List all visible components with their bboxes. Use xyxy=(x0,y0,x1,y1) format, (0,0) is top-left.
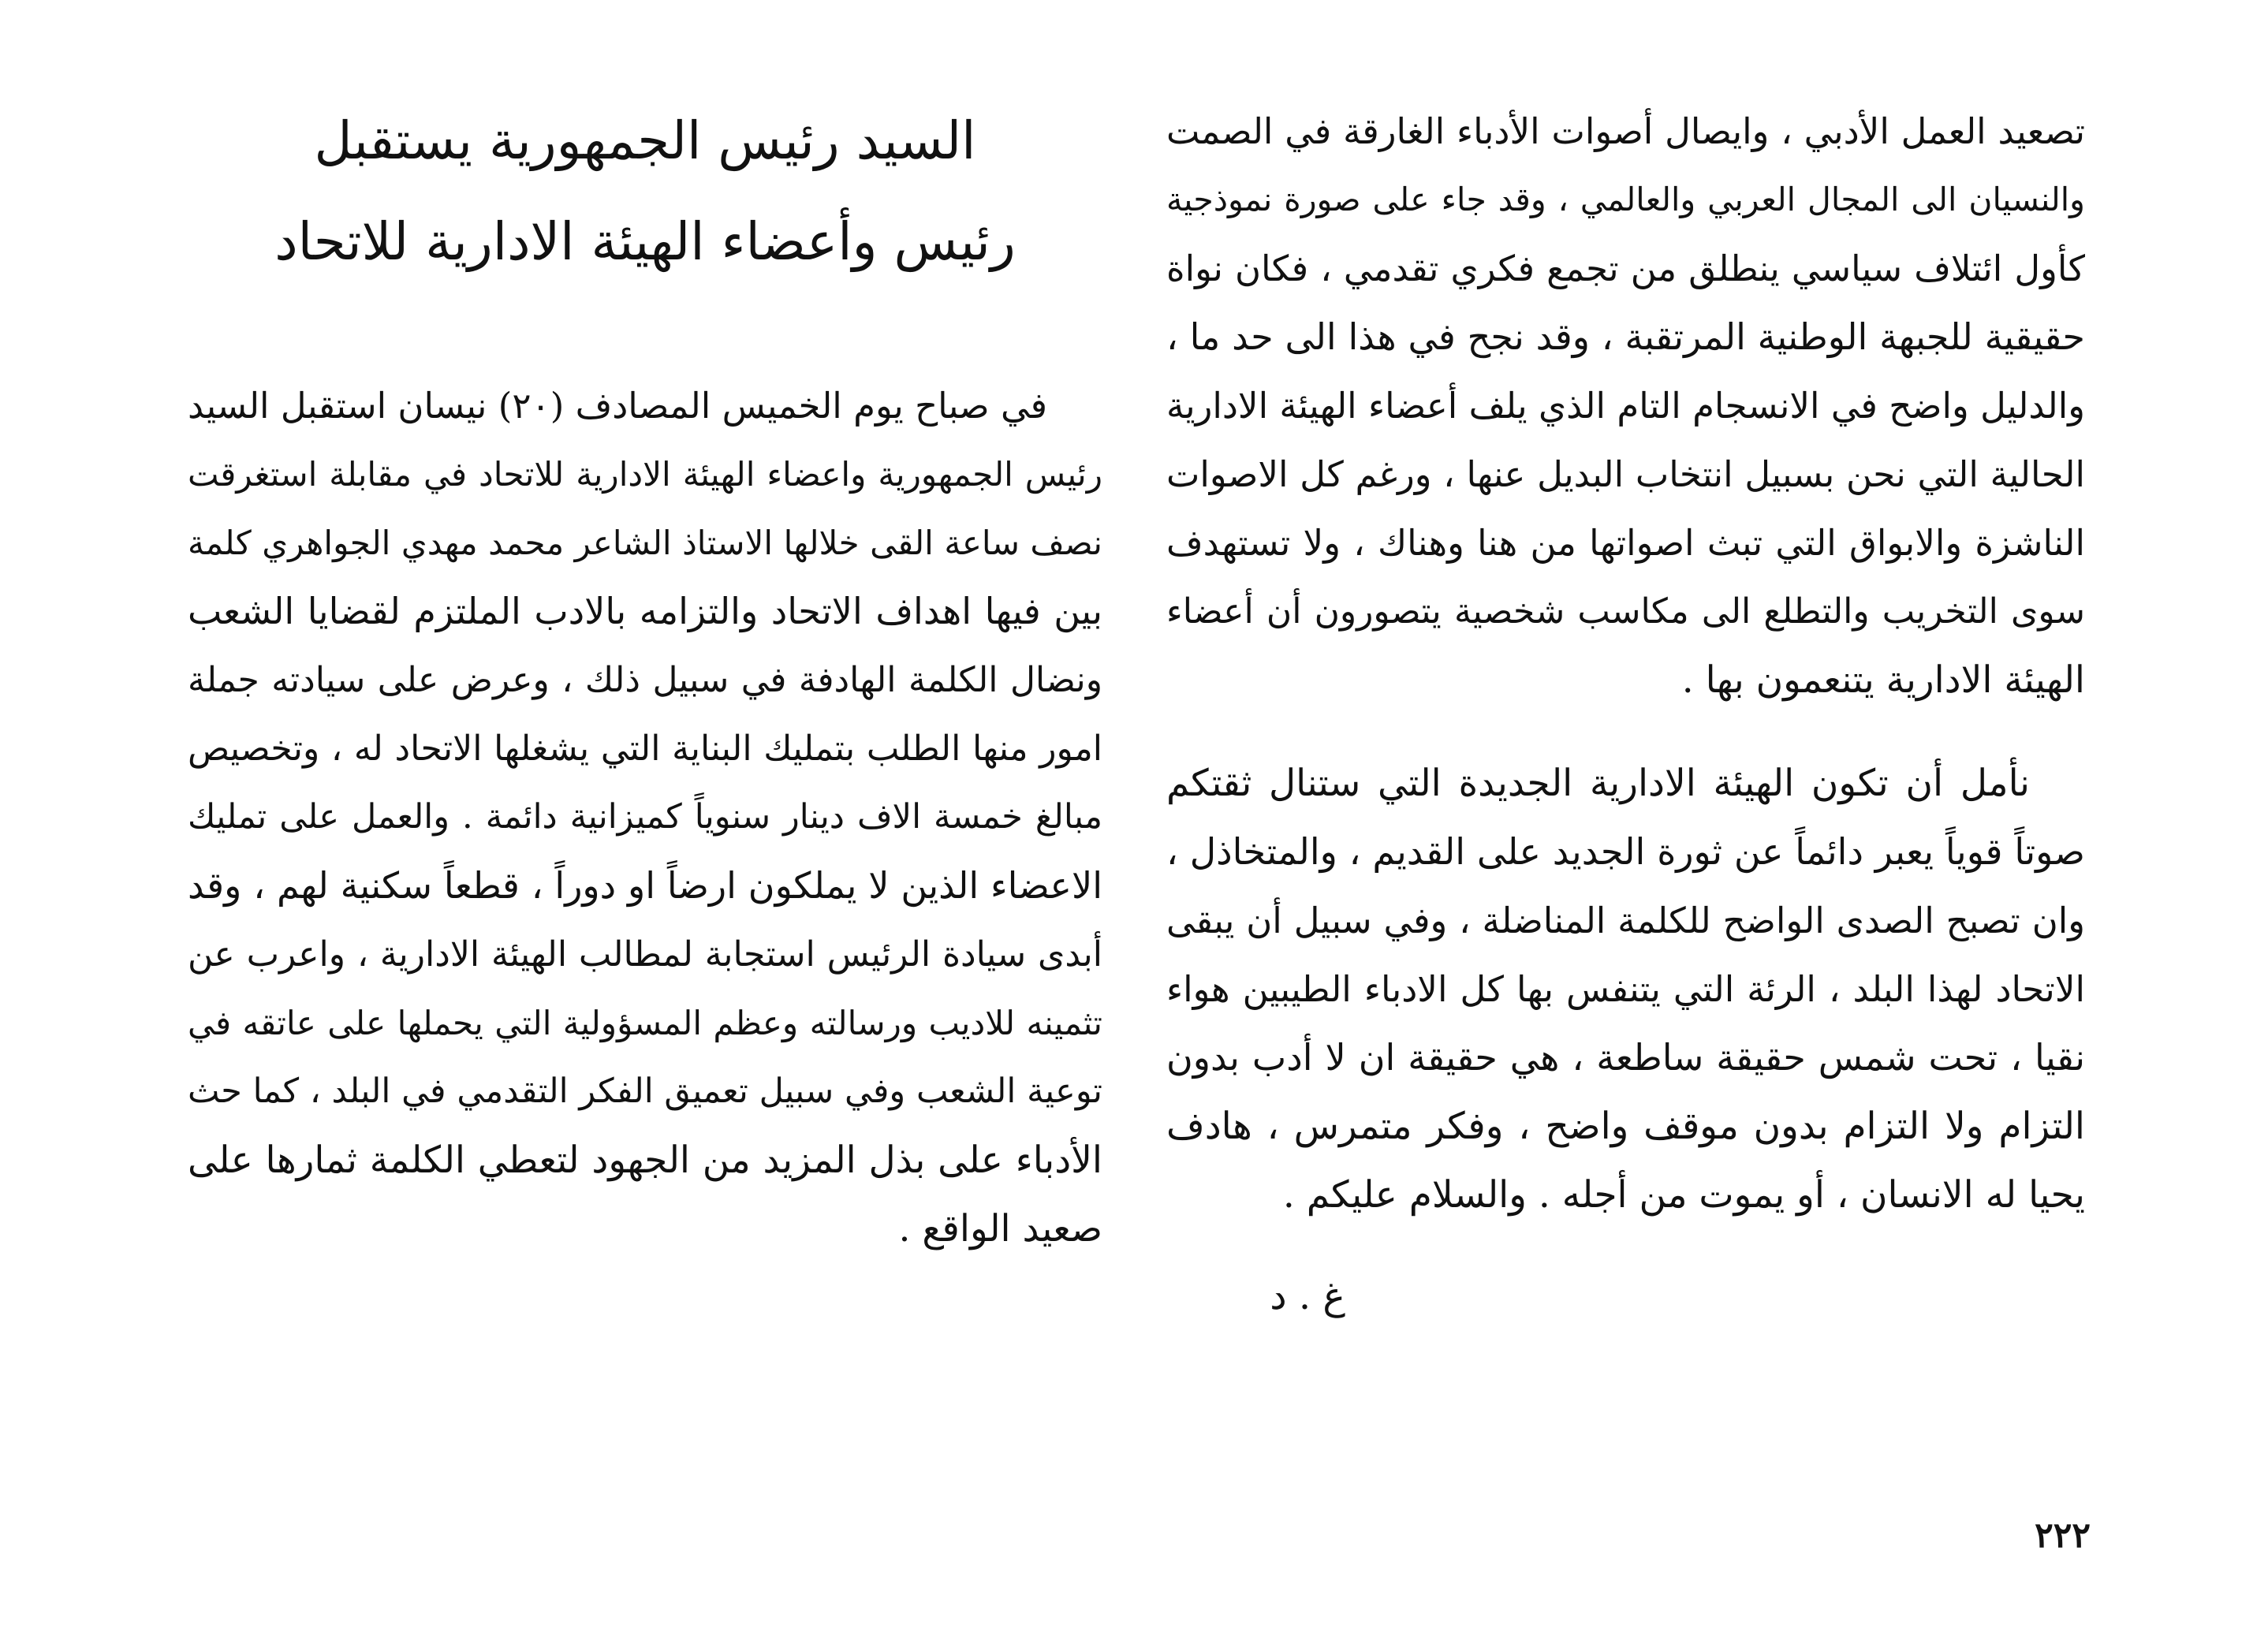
text-line: تثمينه للاديب ورسالته وعظم المسؤولية التي يحملها على عاتقه في xyxy=(188,1004,1102,1042)
article-title: السيد رئيس الجمهورية يستقبل xyxy=(314,110,976,171)
author-initials: غ . د xyxy=(1270,1274,1345,1318)
text-line: رئيس الجمهورية واعضاء الهيئة الادارية للاتحاد في مقابلة استغرقت xyxy=(188,455,1102,494)
article-subtitle: رئيس وأعضاء الهيئة الادارية للاتحاد xyxy=(274,211,1016,272)
text-line: أبدى سيادة الرئيس استجابة لمطالب الهيئة الادارية ، واعرب عن xyxy=(188,934,1102,975)
right-column xyxy=(1166,97,2085,1229)
text-line: نقيا ، تحت شمس حقيقة ساطعة ، هي حقيقة ان لا أدب بدون xyxy=(1166,1036,2085,1079)
text-line: نأمل أن تكون الهيئة الادارية الجديدة التي ستنال ثقتكم xyxy=(1166,762,2030,805)
text-line: الهيئة الادارية يتنعمون بها . xyxy=(1681,658,2085,702)
text-line: في صباح يوم الخميس المصادف (٢٠) نيسان استقبل السيد xyxy=(188,385,1047,427)
text-line: وان تصبح الصدى الواضح للكلمة المناضلة ، وفي سبيل أن يبقى xyxy=(1166,900,2085,941)
text-line: صعيد الواقع . xyxy=(898,1207,1102,1250)
text-line: الاعضاء الذين لا يملكون ارضاً او دوراً ، قطعاً سكنية لهم ، وقد xyxy=(188,864,1102,907)
page-number: ٢٢٢ xyxy=(2035,1515,2091,1556)
text-line: نصف ساعة القى خلالها الاستاذ الشاعر محمد مهدي الجواهري كلمة xyxy=(188,524,1102,562)
left-paragraph xyxy=(188,371,1102,1263)
text-line: ونضال الكلمة الهادفة في سبيل ذلك ، وعرض على سيادته جملة xyxy=(188,660,1102,700)
text-line: الناشزة والابواق التي تبث اصواتها من هنا وهناك ، ولا تستهدف xyxy=(1166,522,2085,564)
right-paragraph-2 xyxy=(1166,749,2085,1229)
text-line: والنسيان الى المجال العربي والعالمي ، وقد جاء على صورة نموذجية xyxy=(1166,181,2085,218)
text-line: توعية الشعب وفي سبيل تعميق الفكر التقدمي في البلد ، كما حث xyxy=(188,1072,1102,1111)
text-line: الأدباء على بذل المزيد من الجهود لتعطي الكلمة ثمارها على xyxy=(188,1139,1102,1182)
text-line: امور منها الطلب بتمليك البناية التي يشغلها الاتحاد له ، وتخصيص xyxy=(188,729,1102,769)
text-line: التزام ولا التزام بدون موقف واضح ، وفكر متمرس ، هادف xyxy=(1166,1105,2085,1148)
text-line: الحالية التي نحن بسبيل انتخاب البديل عنها ، ورغم كل الاصوات xyxy=(1166,453,2085,495)
text-line: الاتحاد لهذا البلد ، الرئة التي يتنفس بها كل الادباء الطيبين هواء xyxy=(1166,968,2085,1010)
text-line: صوتاً قوياً يعبر دائماً عن ثورة الجديد على القديم ، والمتخاذل ، xyxy=(1166,830,2085,873)
left-column xyxy=(188,95,1102,1263)
text-line: يحيا له الانسان ، أو يموت من أجله . والسلام عليكم . xyxy=(1282,1173,2085,1217)
text-line: كأول ائتلاف سياسي ينطلق من تجمع فكري تقدمي ، فكان نواة xyxy=(1166,248,2085,289)
text-line: بين فيها اهداف الاتحاد والتزامه بالادب الملتزم لقضايا الشعب xyxy=(188,590,1102,632)
text-line: مبالغ خمسة الاف دينار سنوياً كميزانية دائمة . والعمل على تمليك xyxy=(188,797,1102,837)
right-paragraph-1 xyxy=(1166,97,2085,714)
text-line: سوى التخريب والتطلع الى مكاسب شخصية يتصورون أن أعضاء xyxy=(1166,591,2085,632)
text-line: تصعيد العمل الأدبي ، وايصال أصوات الأدباء الغارقة في الصمت xyxy=(1166,110,2085,152)
text-line: حقيقية للجبهة الوطنية المرتقبة ، وقد نجح في هذا الى حد ما ، xyxy=(1166,315,2085,358)
text-line: والدليل واضح في الانسجام التام الذي يلف أعضاء الهيئة الادارية xyxy=(1166,385,2085,427)
